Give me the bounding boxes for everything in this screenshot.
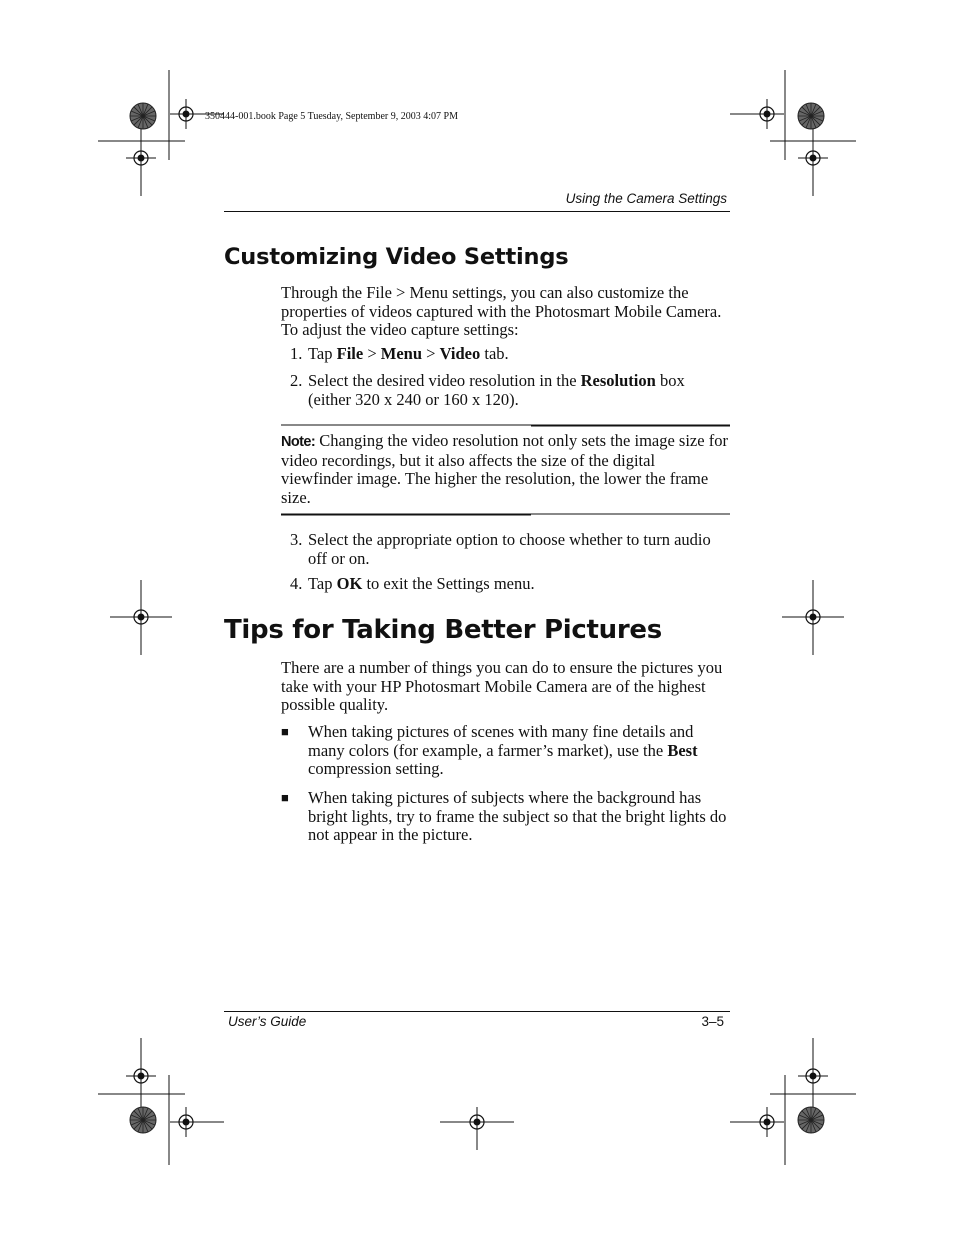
step-text: Tap OK to exit the Settings menu. xyxy=(308,574,535,593)
note-top-rule xyxy=(281,424,731,428)
step-number: 1. xyxy=(290,344,303,363)
tip-bullet-2 xyxy=(281,789,730,845)
step-text: Select the appropriate option to choose whether to turn audio off or on. xyxy=(308,530,711,568)
step-number: 4. xyxy=(290,574,303,593)
square-bullet-icon: ■ xyxy=(281,790,289,805)
page-number: 3–5 xyxy=(701,1014,724,1029)
section-title-video-settings: Customizing Video Settings xyxy=(224,244,569,270)
step-text: Tap File > Menu > Video tab. xyxy=(308,344,509,363)
step-number: 3. xyxy=(290,530,303,549)
step-1 xyxy=(290,345,730,364)
footer-guide-title: User’s Guide xyxy=(228,1014,307,1029)
step-number: 2. xyxy=(290,371,303,390)
bullet-text: When taking pictures of subjects where the background has bright lights, try to frame the subject so that the bright lights do not appear in the picture. xyxy=(308,788,727,844)
bullet-text: When taking pictures of scenes with many fine details and many colors (for example, a farmer’s market), use the Best compression setting. xyxy=(308,722,698,778)
square-bullet-icon: ■ xyxy=(281,724,289,739)
video-intro-paragraph: Through the File > Menu settings, you can also customize the properties of videos captured with the Photosmart Mobile Camera. To adjust the video capture settings: xyxy=(281,283,722,339)
tips-intro-paragraph: There are a number of things you can do to ensure the pictures you take with your HP Photosmart Mobile Camera are of the highest possible quality. xyxy=(281,658,723,714)
print-slug: 350444-001.book Page 5 Tuesday, September 9, 2003 4:07 PM xyxy=(205,111,458,122)
footer-rule xyxy=(224,1011,730,1012)
step-3 xyxy=(290,531,730,568)
header-rule xyxy=(224,211,730,212)
step-text: Select the desired video resolution in the Resolution box (either 320 x 240 or 160 x 120). xyxy=(308,371,685,409)
section-title-tips: Tips for Taking Better Pictures xyxy=(224,615,662,645)
note-text: Changing the video resolution not only sets the image size for video recordings, but it also affects the size of the digital viewfinder image. The higher the resolution, the lower the frame size. xyxy=(281,431,728,507)
note-block xyxy=(281,432,730,507)
running-header: Using the Camera Settings xyxy=(565,191,727,206)
tip-bullet-1 xyxy=(281,723,730,779)
step-2 xyxy=(290,372,730,409)
step-4 xyxy=(290,575,730,594)
note-bottom-rule xyxy=(281,513,731,517)
note-label: Note: xyxy=(281,434,316,450)
